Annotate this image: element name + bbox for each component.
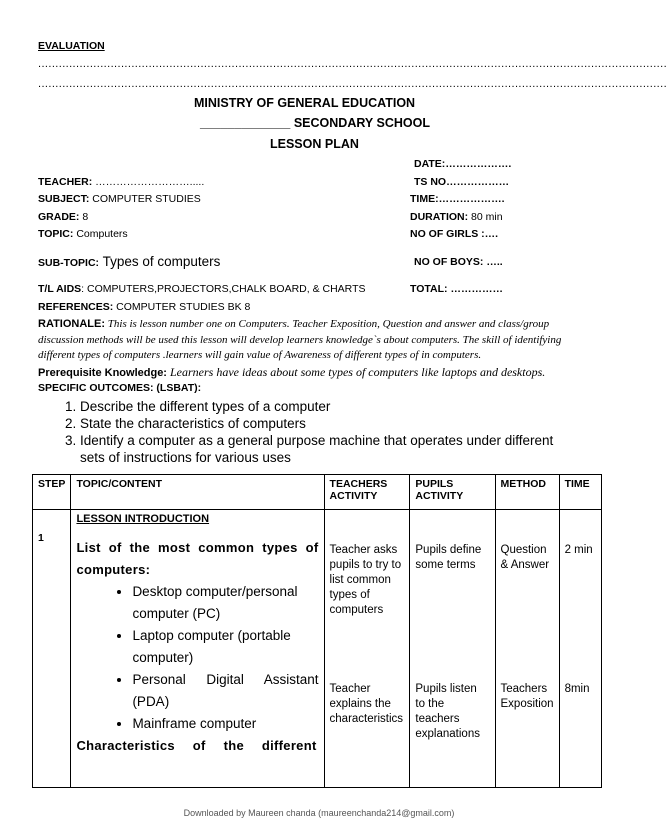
method-cell [495, 510, 559, 788]
grade-label: GRADE: [38, 211, 80, 223]
rationale-text-1: This is lesson number one on Computers. Teacher Exposition, Question and answer and class/group [105, 318, 550, 330]
header-topic: TOPIC/CONTENT [71, 475, 324, 510]
teacher-field [38, 176, 204, 188]
duration-field [410, 211, 503, 223]
tl-aids-field [38, 283, 366, 295]
subject-field [38, 193, 201, 205]
time-cell [559, 510, 601, 788]
list-item: • Laptop computer (portable computer) [132, 625, 318, 669]
boys-value: ….. [483, 256, 503, 268]
grade-value: 8 [79, 211, 89, 223]
outcome-item: 3. Identify a computer as a general purpose machine that operates under different sets of instructions for various uses [80, 432, 580, 466]
prerequisite-value: Learners have ideas about some types of computers like laptops and desktops. [166, 365, 546, 379]
girls-value: …. [484, 228, 499, 240]
date-field [414, 158, 511, 170]
teacher-activity-2: Teacher explains the characteristics [329, 683, 404, 725]
types-list-heading: List of the most common types of computers: [76, 540, 319, 577]
total-label: TOTAL: [410, 283, 448, 295]
subject-label: SUBJECT: [38, 193, 90, 205]
references-value: COMPUTER STUDIES BK 8 [113, 301, 251, 313]
lesson-table [32, 474, 602, 788]
teachers-activity-cell [324, 510, 410, 788]
rationale-label: RATIONALE: [38, 318, 106, 330]
types-list [76, 581, 318, 735]
topic-field [38, 228, 128, 240]
teacher-label: TEACHER: [38, 176, 93, 188]
download-footer: Downloaded by Maureen chanda (maureenchanda214@gmail.com) [183, 808, 455, 818]
references-field [38, 301, 250, 313]
teacher-value: ………………………..... [92, 176, 205, 188]
date-value: ………………. [445, 158, 512, 170]
subject-value: COMPUTER STUDIES [89, 193, 201, 205]
table-header-row [33, 475, 602, 510]
topic-label: TOPIC: [38, 228, 74, 240]
teacher-activity-1: Teacher asks pupils to try to list common types of computers [329, 544, 402, 616]
duration-value: 80 min [468, 211, 503, 223]
ministry-heading: MINISTRY OF GENERAL EDUCATION [194, 96, 416, 110]
table-row [33, 510, 602, 788]
rationale-line-1 [38, 318, 549, 330]
boys-field [414, 256, 503, 268]
list-item: • Mainframe computer [132, 713, 318, 735]
girls-label: NO OF GIRLS : [410, 228, 485, 240]
subtopic-label: SUB-TOPIC: [38, 257, 100, 269]
prerequisite-label: Prerequisite Knowledge: [38, 367, 167, 379]
references-label: REFERENCES: [38, 301, 114, 313]
pupil-activity-1: Pupils define some terms [415, 544, 482, 571]
total-field [410, 283, 503, 295]
ts-no-label: TS NO [414, 176, 447, 188]
grade-field [38, 211, 88, 223]
header-method: METHOD [495, 475, 559, 510]
time-label: TIME: [410, 193, 439, 205]
topic-content-cell [71, 510, 324, 788]
time-2: 8min [564, 683, 590, 695]
header-step: STEP [33, 475, 71, 510]
time-value: ………………. [438, 193, 505, 205]
header-time: TIME [559, 475, 601, 510]
time-1: 2 min [564, 544, 593, 556]
date-label: DATE: [414, 158, 446, 170]
header-teachers-activity: TEACHERS ACTIVITY [324, 475, 410, 510]
ts-no-value: ……………… [446, 176, 510, 188]
evaluation-dotted-line-1: ...................................................................................................................................................................................... [38, 58, 667, 70]
pupil-activity-2: Pupils listen to the teachers explanations [415, 683, 480, 740]
subtopic-value: Types of computers [99, 254, 221, 269]
tl-aids-value: : COMPUTERS,PROJECTORS,CHALK BOARD, & CHARTS [81, 283, 366, 295]
school-heading: _____________ SECONDARY SCHOOL [200, 116, 430, 130]
outcomes-list [60, 398, 580, 466]
duration-label: DURATION: [410, 211, 469, 223]
list-item: • Personal Digital Assistant (PDA) [132, 669, 318, 713]
list-item: • Desktop computer/personal computer (PC) [132, 581, 318, 625]
lesson-plan-heading: LESSON PLAN [270, 137, 359, 151]
prerequisite-field [38, 365, 545, 380]
total-value: …………… [447, 283, 503, 295]
step-number: 1 [33, 510, 71, 788]
header-pupils-activity: PUPILS ACTIVITY [410, 475, 495, 510]
rationale-line-2: discussion methods will be used this lesson will develop learners knowledge`s about computers. The skill of identifying [38, 334, 562, 346]
subtopic-field [38, 253, 220, 271]
lesson-introduction-label: LESSON INTRODUCTION [76, 513, 210, 525]
evaluation-label: EVALUATION [38, 40, 105, 52]
topic-value: Computers [73, 228, 128, 240]
outcome-item: 2. State the characteristics of computers [80, 415, 580, 432]
ts-no-field [414, 176, 509, 188]
method-2: Teachers Exposition [500, 683, 554, 710]
specific-outcomes-label: SPECIFIC OUTCOMES: (LSBAT): [38, 382, 202, 394]
rationale-line-3: different types of computers .learners will gain value of Awareness of different types of in computers. [38, 349, 482, 361]
time-field [410, 193, 505, 205]
characteristics-heading: Characteristics of the different [76, 738, 317, 753]
boys-label: NO OF BOYS: [414, 256, 484, 268]
tl-aids-label: T/L AIDS [38, 283, 82, 295]
pupils-activity-cell [410, 510, 495, 788]
girls-field [410, 228, 498, 240]
outcome-item: 1. Describe the different types of a computer [80, 398, 580, 415]
evaluation-dotted-line-2: ...................................................................................................................................................................................... [38, 78, 667, 90]
method-1: Question & Answer [500, 544, 550, 571]
